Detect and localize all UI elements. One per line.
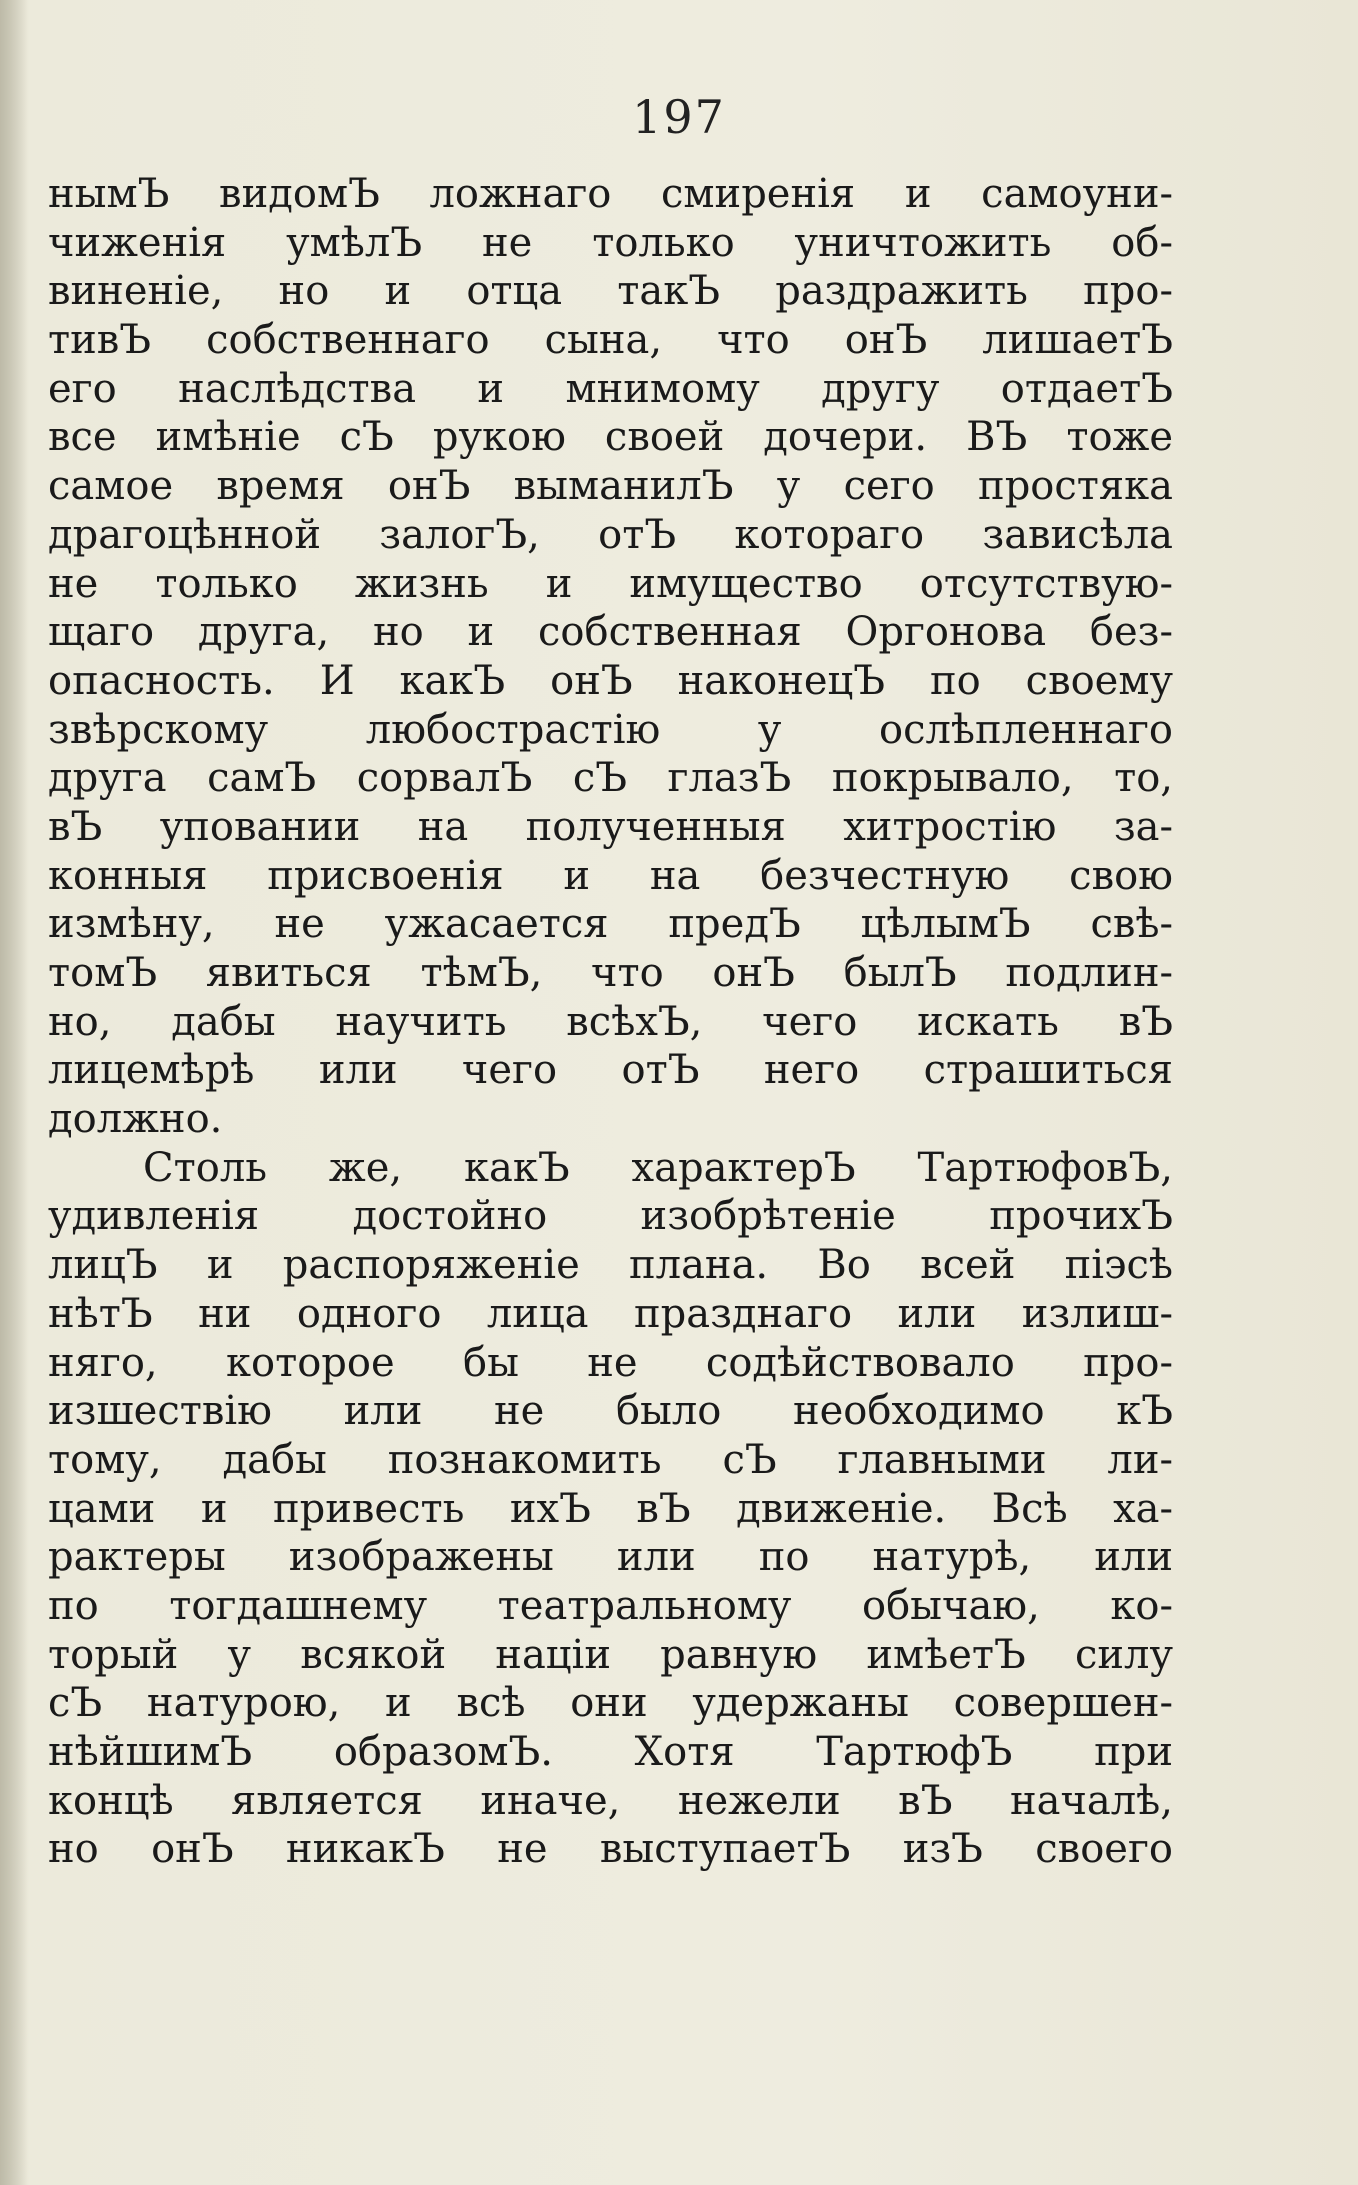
text-line: чиженія умѣлЪ не только уничтожить об- bbox=[48, 219, 1173, 266]
text-line: лицемѣрѣ или чего отЪ него страшиться bbox=[48, 1047, 1173, 1094]
paragraph-1 bbox=[48, 170, 1173, 1144]
text-line: тому, дабы познакомить сЪ главными ли- bbox=[48, 1436, 1173, 1483]
binding-shadow bbox=[0, 0, 28, 2185]
text-line: нѣйшимЪ образомЪ. Хотя ТартюфЪ при bbox=[48, 1729, 1173, 1775]
text-line: удивленія достойно изобрѣтеніе прочихЪ bbox=[48, 1193, 1173, 1240]
text-line: изшествію или не было необходимо кЪ bbox=[48, 1388, 1173, 1435]
paragraph-2 bbox=[48, 1144, 1173, 1874]
text-line: вЪ уповании на полученныя хитростію за- bbox=[48, 803, 1173, 850]
text-line: Столь же, какЪ характерЪ ТартюфовЪ, bbox=[143, 1144, 1173, 1191]
text-line: торый у всякой націи равную имѣетЪ силу bbox=[48, 1631, 1173, 1678]
text-line: драгоцѣнной залогЪ, отЪ котораго зависѣла bbox=[48, 511, 1173, 558]
text-line: цами и привесть ихЪ вЪ движеніе. Всѣ ха- bbox=[48, 1485, 1173, 1532]
text-line: лицЪ и распоряженіе плана. Во всей піэсѣ bbox=[48, 1242, 1173, 1289]
text-line: няго, которое бы не содѣйствовало про- bbox=[48, 1339, 1173, 1386]
text-line: но, дабы научить всѣхЪ, чего искать вЪ bbox=[48, 998, 1173, 1045]
text-line: не только жизнь и имущество отсутствую- bbox=[48, 560, 1173, 607]
text-line: все имѣніе сЪ рукою своей дочери. ВЪ тоже bbox=[48, 414, 1173, 461]
text-line: нѣтЪ ни одного лица празднаго или излиш- bbox=[48, 1290, 1173, 1337]
text-line: звѣрскому любострастію у ослѣпленнаго bbox=[48, 706, 1173, 753]
text-line: рактеры изображены или по натурѣ, или bbox=[48, 1534, 1173, 1581]
text-line: виненіе, но и отца такЪ раздражить про- bbox=[48, 268, 1173, 315]
text-body bbox=[48, 170, 1173, 1874]
text-line: конныя присвоенія и на безчестную свою bbox=[48, 852, 1173, 899]
text-line: концѣ является иначе, нежели вЪ началѣ, bbox=[48, 1777, 1173, 1824]
text-line: тивЪ собственнаго сына, что онЪ лишаетЪ bbox=[48, 317, 1173, 364]
text-line: щаго друга, но и собственная Оргонова без- bbox=[48, 609, 1173, 656]
text-line: должно. bbox=[48, 1096, 223, 1143]
text-line: сЪ натурою, и всѣ они удержаны совершен- bbox=[48, 1680, 1173, 1727]
text-line: нымЪ видомЪ ложнаго смиренія и самоуни- bbox=[48, 171, 1173, 217]
page-number: 197 bbox=[632, 90, 726, 144]
text-line: но онЪ никакЪ не выступаетЪ изЪ своего bbox=[48, 1826, 1173, 1873]
text-line: друга самЪ сорвалЪ сЪ глазЪ покрывало, то, bbox=[48, 755, 1173, 802]
text-line: по тогдашнему театральному обычаю, ко- bbox=[48, 1582, 1173, 1629]
text-line: опасность. И какЪ онЪ наконецЪ по своему bbox=[48, 657, 1173, 704]
text-line: самое время онЪ выманилЪ у сего простяка bbox=[48, 463, 1173, 510]
text-line: томЪ явиться тѣмЪ, что онЪ былЪ подлин- bbox=[48, 950, 1173, 996]
text-line: измѣну, не ужасается предЪ цѣлымЪ свѣ- bbox=[48, 901, 1173, 948]
text-line: его наслѣдства и мнимому другу отдаетЪ bbox=[48, 365, 1173, 412]
